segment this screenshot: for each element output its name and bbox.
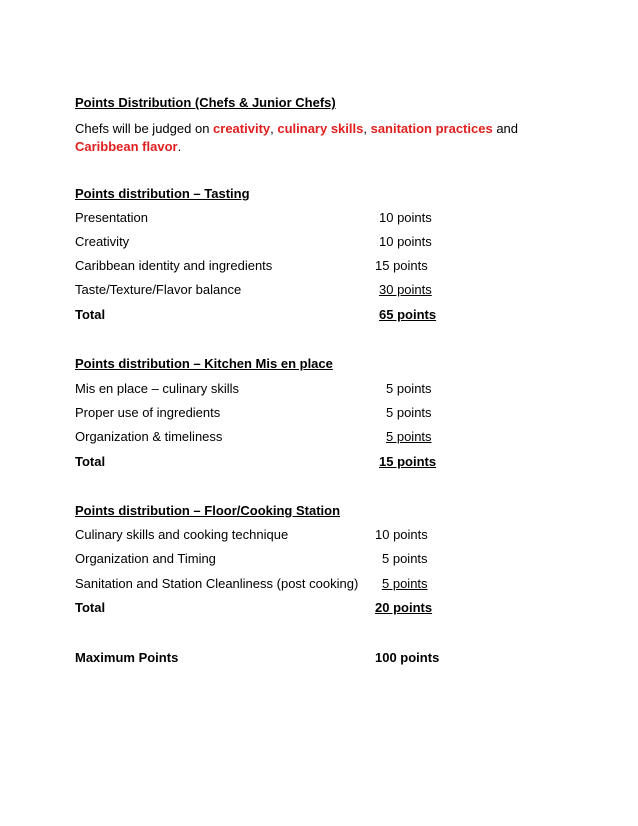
maximum-points-label: Maximum Points [75, 650, 179, 665]
intro-term-culinary-skills: culinary skills [277, 121, 364, 136]
row-value: 5 points [386, 381, 432, 396]
intro-sep-1: , [270, 121, 278, 136]
row-label: Organization and Timing [75, 551, 216, 566]
row-label: Creativity [75, 234, 130, 249]
intro-line-2 [75, 138, 181, 156]
total-value: 15 points [379, 454, 437, 469]
intro-term-caribbean-flavor: Caribbean flavor [75, 139, 178, 154]
row-label: Taste/Texture/Flavor balance [75, 282, 242, 297]
intro-line-1 [75, 120, 518, 138]
row-value: 15 points [375, 258, 428, 273]
row-label: Culinary skills and cooking technique [75, 527, 289, 542]
total-value: 20 points [375, 600, 433, 615]
maximum-points-value: 100 points [375, 650, 440, 665]
row-value: 10 points [375, 527, 428, 542]
row-label: Sanitation and Station Cleanliness (post cooking) [75, 576, 359, 591]
section-heading-mis-en-place: Points distribution – Kitchen Mis en place [75, 356, 333, 371]
intro-term-creativity: creativity [213, 121, 271, 136]
intro-sep-2: , [363, 121, 371, 136]
row-label: Mis en place – culinary skills [75, 381, 240, 396]
row-value: 10 points [379, 234, 432, 249]
row-value: 10 points [379, 210, 432, 225]
total-label: Total [75, 307, 106, 322]
document-title: Points Distribution (Chefs & Junior Chefs) [75, 95, 336, 110]
total-label: Total [75, 454, 106, 469]
intro-prefix: Chefs will be judged on [75, 121, 214, 136]
row-value: 5 points [386, 429, 432, 444]
row-value: 5 points [386, 405, 432, 420]
total-value: 65 points [379, 307, 437, 322]
intro-end: . [177, 139, 182, 154]
row-label: Proper use of ingredients [75, 405, 221, 420]
row-value: 30 points [379, 282, 432, 297]
section-heading-floor-station: Points distribution – Floor/Cooking Station [75, 503, 341, 518]
intro-term-sanitation: sanitation practices [370, 121, 493, 136]
total-label: Total [75, 600, 106, 615]
row-label: Caribbean identity and ingredients [75, 258, 273, 273]
row-value: 5 points [382, 576, 428, 591]
intro-sep-3: and [492, 121, 519, 136]
section-heading-tasting: Points distribution – Tasting [75, 186, 250, 201]
row-label: Presentation [75, 210, 148, 225]
row-label: Organization & timeliness [75, 429, 223, 444]
row-value: 5 points [382, 551, 428, 566]
